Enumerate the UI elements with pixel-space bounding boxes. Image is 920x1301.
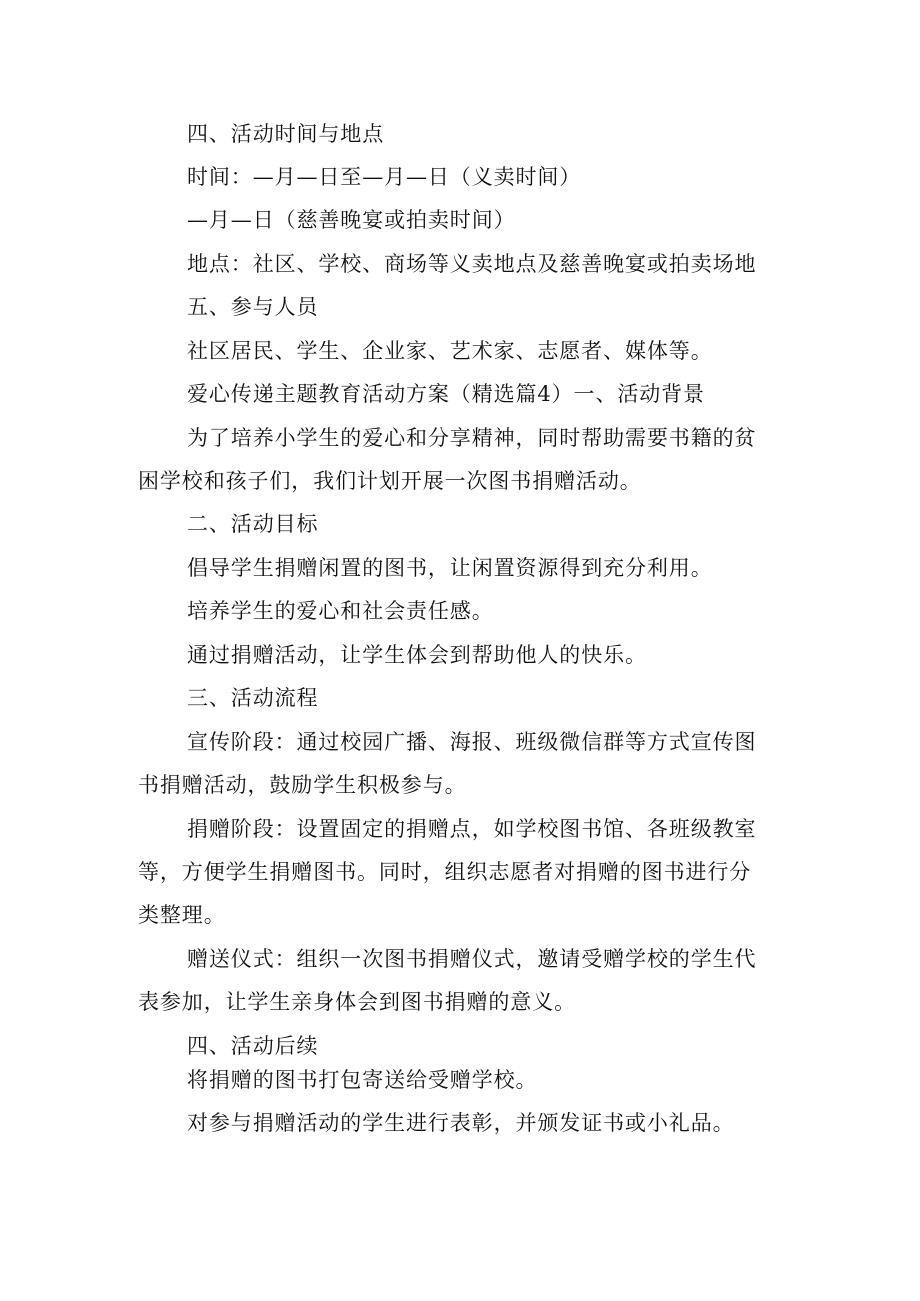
section-heading: 三、活动流程 [187,686,319,710]
paragraph-line: 倡导学生捐赠闲置的图书，让闲置资源得到充分利用。 [187,556,713,580]
paragraph-line: 类整理。 [138,903,226,927]
paragraph-line: 培养学生的爱心和社会责任感。 [187,599,494,623]
paragraph-line: 捐赠阶段：设置固定的捐赠点，如学校图书馆、各班级教室 [187,817,757,841]
paragraph-line: 为了培养小学生的爱心和分享精神，同时帮助需要书籍的贫 [187,426,757,450]
paragraph-line: 通过捐赠活动，让学生体会到帮助他人的快乐。 [187,643,647,667]
paragraph-line: 等，方便学生捐赠图书。同时，组织志愿者对捐赠的图书进行分 [138,860,752,884]
section-heading: 五、参与人员 [187,295,319,319]
paragraph-line: 地点：社区、学校、商场等义卖地点及慈善晚宴或拍卖场地 [187,252,757,276]
paragraph-line: 将捐赠的图书打包寄送给受赠学校。 [187,1068,538,1092]
paragraph-line: 时间：—月—日至—月—日（义卖时间） [187,165,582,189]
paragraph-line: 宣传阶段：通过校园广播、海报、班级微信群等方式宣传图 [187,730,757,754]
document-title-line: 爱心传递主题教育活动方案（精选篇4）一、活动背景 [187,382,705,406]
section-heading: 四、活动时间与地点 [187,122,385,146]
paragraph-line: 对参与捐赠活动的学生进行表彰，并颁发证书或小礼品。 [187,1111,735,1135]
paragraph-line: —月—日（慈善晚宴或拍卖时间） [187,208,516,232]
section-heading: 四、活动后续 [187,1034,319,1058]
section-heading: 二、活动目标 [187,512,319,536]
paragraph-line: 赠送仪式：组织一次图书捐赠仪式，邀请受赠学校的学生代 [187,947,757,971]
paragraph-line: 困学校和孩子们，我们计划开展一次图书捐赠活动。 [138,469,642,493]
paragraph-line: 表参加，让学生亲身体会到图书捐赠的意义。 [138,990,576,1014]
paragraph-line: 社区居民、学生、企业家、艺术家、志愿者、媒体等。 [187,339,713,363]
paragraph-line: 书捐赠活动，鼓励学生积极参与。 [138,773,467,797]
